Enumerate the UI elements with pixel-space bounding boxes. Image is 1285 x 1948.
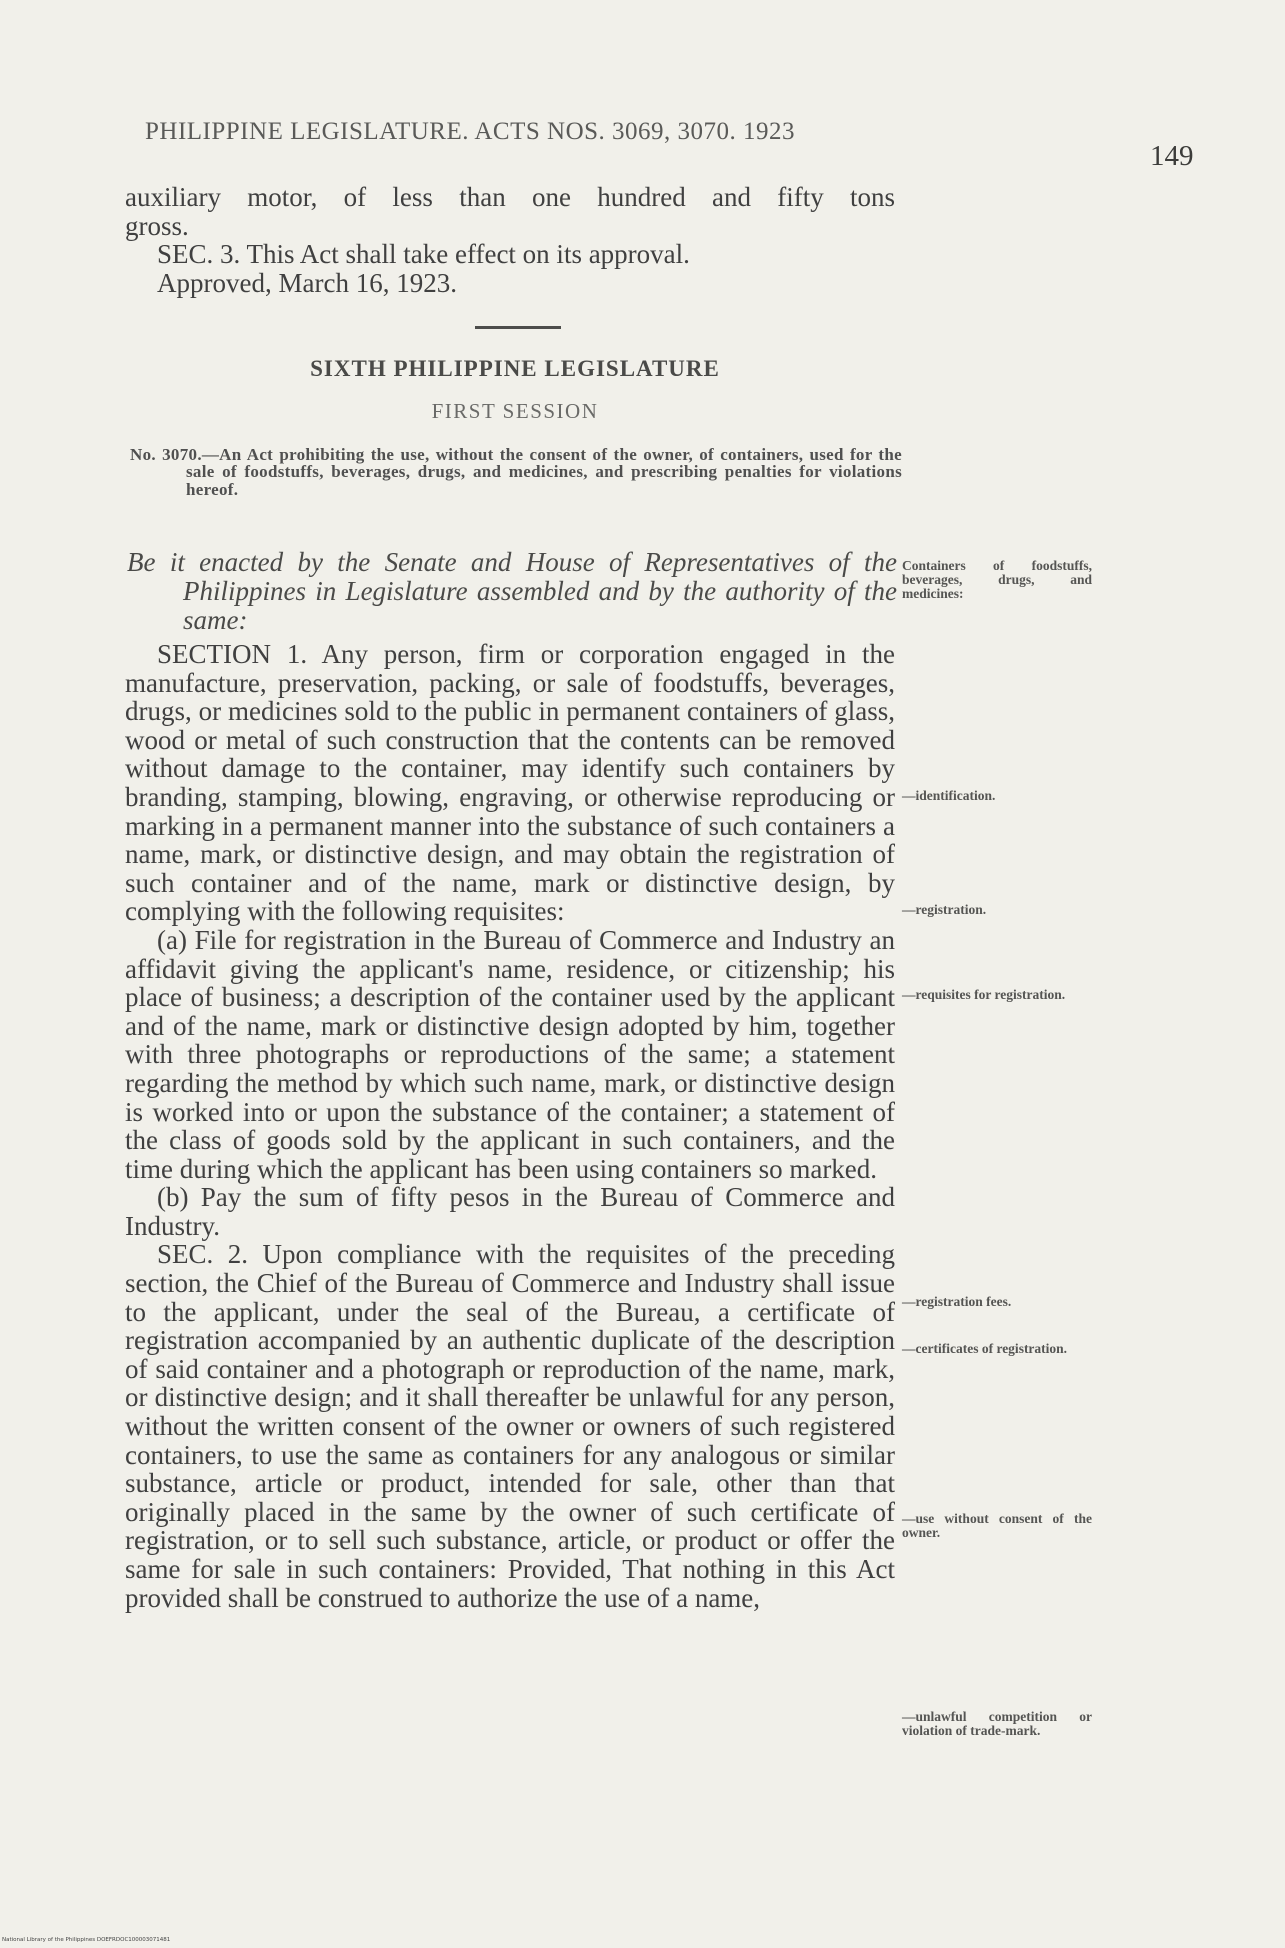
margin-note-certificates: —certificates of registration.: [902, 1341, 1068, 1356]
approval-date: Approved, March 16, 1923.: [157, 267, 457, 298]
enacting-clause: [127, 548, 897, 635]
margin-note-containers: Containers of foodstuffs, beverages, drugs, and medicines:: [902, 558, 1092, 601]
session-heading: FIRST SESSION: [431, 399, 599, 423]
act-title: [130, 446, 902, 498]
section-1-b: (b) Pay the sum of fifty pesos in the Bureau of Commerce and Industry.: [125, 1182, 895, 1241]
page-number: 149: [1150, 140, 1194, 172]
margin-note-unlawful: —unlawful competition or violation of trade-mark.: [902, 1709, 1092, 1738]
divider-rule: [475, 326, 561, 329]
running-head: PHILIPPINE LEGISLATURE. ACTS NOS. 3069, 3070. 1923: [145, 118, 796, 145]
margin-note-identification: —identification.: [902, 788, 996, 803]
act-title-text: No. 3070.—An Act prohibiting the use, without the consent of the owner, of containers, used for the sale of foodstuffs, beverages, drugs, and medicines, and prescribing penalties for violations hereof.: [130, 445, 902, 499]
section-1-a: (a) File for registration in the Bureau of Commerce and Industry an affidavit giving the applicant's name, residence, or citizenship; his place of business; a description of the container used by the applicant and of the name, mark or distinctive design adopted by him, together with three photographs or reproductions of the same; a statement regarding the method by which such name, mark, or distinctive design is worked into or upon the substance of the container; a statement of the class of goods sold by the applicant in such containers, and the time during which the applicant has been using containers so marked.: [125, 924, 895, 1184]
margin-note-use-without-consent: —use without consent of the owner.: [902, 1511, 1092, 1540]
margin-note-requisites: —requisites for registration.: [902, 987, 1066, 1002]
text-line: gross.: [125, 210, 189, 241]
margin-note-registration: —registration.: [902, 902, 987, 917]
act-body: [125, 640, 895, 1612]
margin-note-fees: —registration fees.: [902, 1294, 1012, 1309]
preceding-act-ending: [125, 183, 895, 297]
scan-credit: National Library of the Philippines DOEFRDOC100003071481: [2, 1937, 171, 1943]
legislature-heading: SIXTH PHILIPPINE LEGISLATURE: [310, 356, 720, 381]
section-2: SEC. 2. Upon compliance with the requisites of the preceding section, the Chief of the Bureau of Commerce and Industry shall issue to the applicant, under the seal of the Bureau, a certificate of registration accompanied by an authentic duplicate of the description of said container and a photograph or reproduction of the name, mark, or distinctive design; and it shall thereafter be unlawful for any person, without the written consent of the owner or owners of such registered containers, to use the same as containers for any analogous or similar substance, article or product, intended for sale, other than that originally placed in the same by the owner of such certificate of registration, or to sell such substance, article, or product or offer the same for sale in such containers: Provided, That nothing in this Act provided shall be construed to authorize the use of a name,: [125, 1239, 895, 1613]
enacting-clause-text: Be it enacted by the Senate and House of Representatives of the Philippines in Legislature assembled and by the authority of the same:: [127, 547, 897, 635]
text-line: auxiliary motor, of less than one hundred and fifty tons: [125, 182, 895, 212]
section-3: SEC. 3. This Act shall take effect on its approval.: [157, 239, 690, 270]
section-1: SECTION 1. Any person, firm or corporation engaged in the manufacture, preservation, packing, or sale of foodstuffs, beverages, drugs, or medicines sold to the public in permanent containers of glass, wood or metal of such construction that the contents can be removed without damage to the container, may identify such containers by branding, stamping, blowing, engraving, or otherwise reproducing or marking in a permanent manner into the substance of such containers a name, mark, or distinctive design, and may obtain the registration of such container and of the name, mark or distinctive design, by complying with the following requisites:: [125, 639, 895, 927]
